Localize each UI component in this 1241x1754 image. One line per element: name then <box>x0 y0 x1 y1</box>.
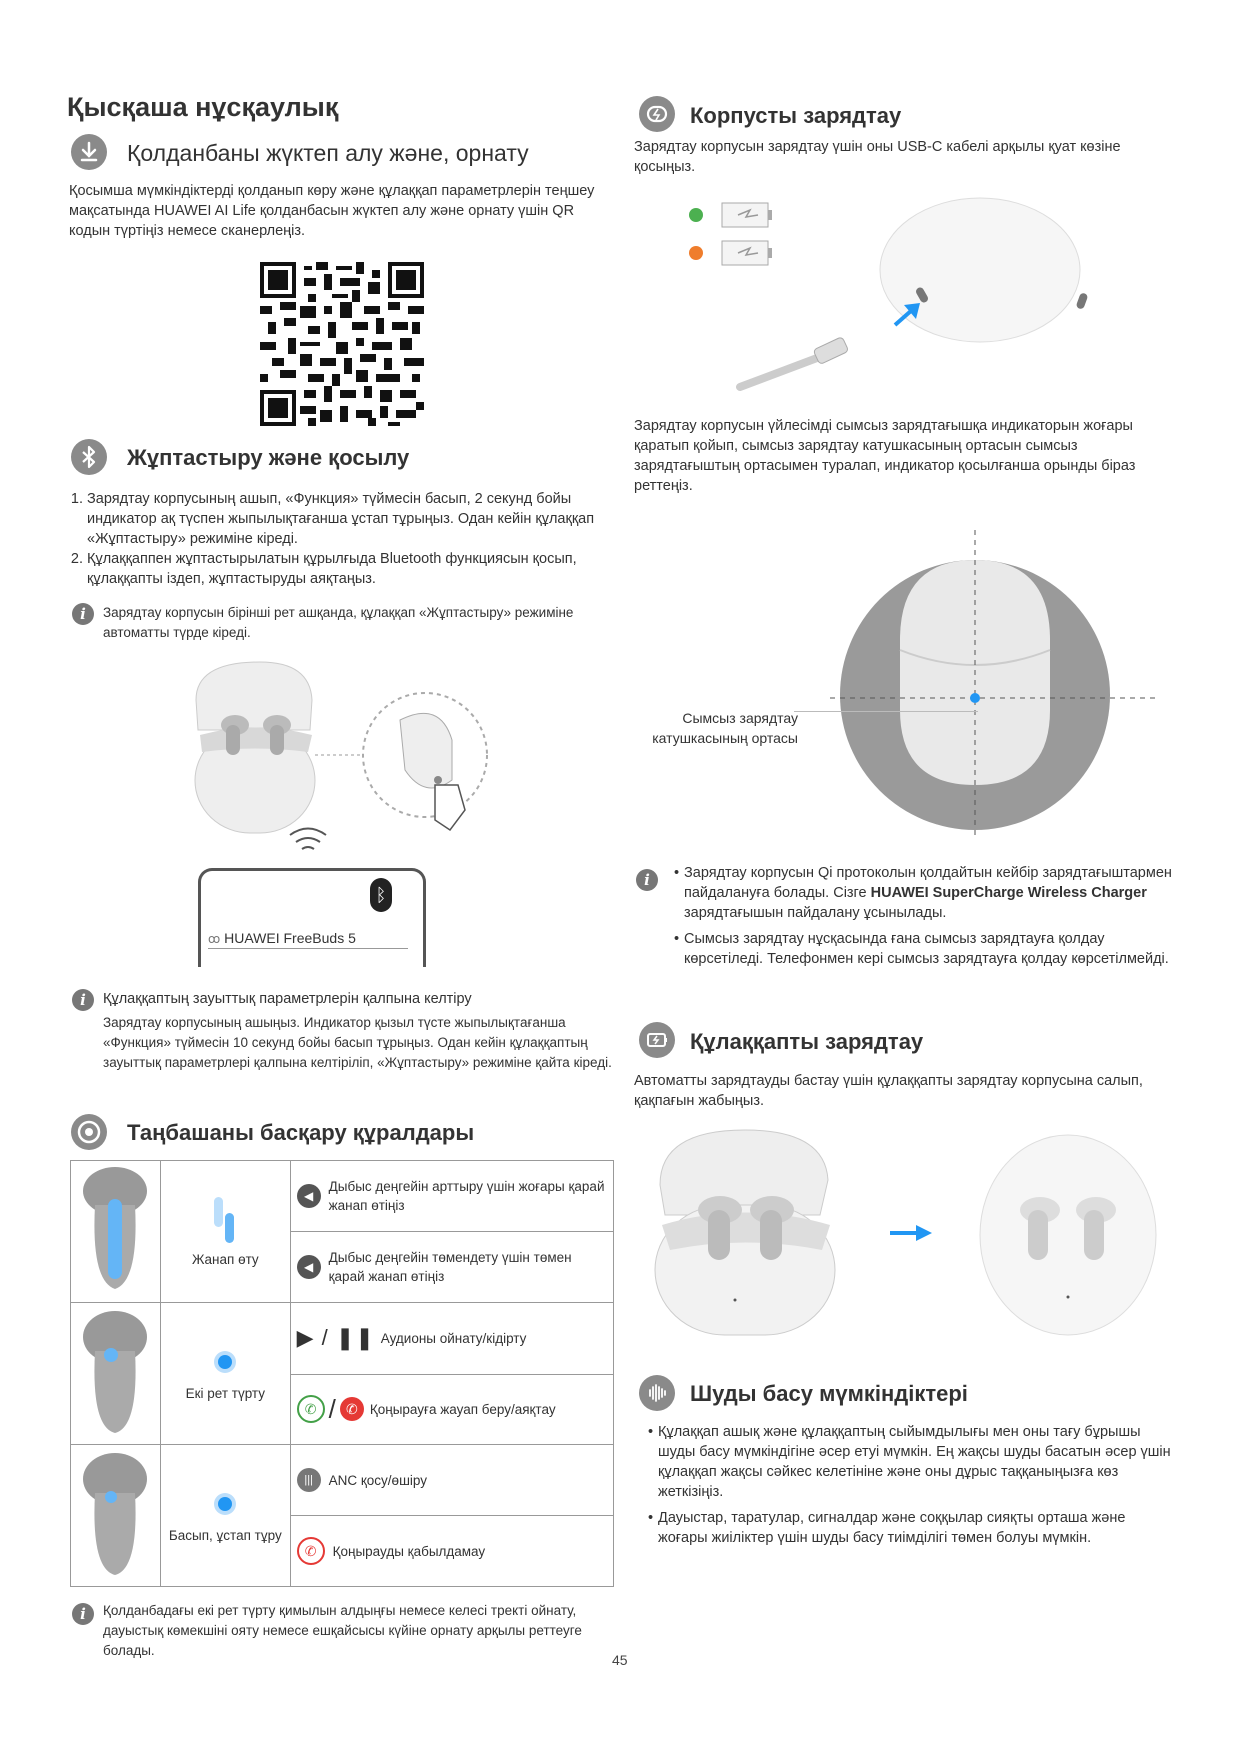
pairing-title: Жұптастыру және қосылу <box>127 445 410 470</box>
coil-label-line-1: Сымсыз зарядтау <box>682 710 798 726</box>
coil-label-leader-line <box>794 711 978 712</box>
action-call: Қоңырауға жауап беру/аяқтау <box>369 1401 556 1417</box>
note-1-text-c: зарядтағышын пайдалану ұсынылады. <box>684 905 947 921</box>
volume-up-icon: ◀ <box>297 1184 321 1208</box>
action-volume-down: Дыбыс деңгейін төмендету үшін төмен қарай жанап өтіңіз <box>328 1250 572 1284</box>
noise-bullet-2: • Дауыстар, таратулар, сигналдар және соққылар сияқты орташа және жоғары жиіліктер үшін шуды басу тиімділігі төмен болуы мүмкін. <box>658 1508 1171 1548</box>
gesture-label-swipe: Жанап өту <box>191 1251 259 1267</box>
download-icon <box>71 134 107 170</box>
gesture-cell-swipe <box>160 1161 290 1303</box>
end-call-icon: ✆ <box>340 1397 364 1421</box>
earbud-press-hold-cell <box>71 1445 161 1587</box>
reset-body: Зарядтау корпусының ашыңыз. Индикатор қызыл түсте жыпылықтағанша «Функция» түймесін 10 секунд бойы басып тұрыңыз. Одан кейін құлаққаптың зауыттық параметрлері қалпына келтіріліп, «Жұптастыру» режиміне қайта кіреді. <box>103 1015 612 1070</box>
qr-code[interactable] <box>260 262 424 426</box>
pairing-note: Зарядтау корпусын бірінші рет ашқанда, құлаққап «Жұптастыру» режиміне автоматты түрде кіреді. <box>103 605 574 640</box>
note-1-bold: HUAWEI SuperCharge Wireless Charger <box>870 885 1147 901</box>
action-cell <box>290 1303 613 1375</box>
wireless-note-2: • Сымсыз зарядтау нұсқасында ғана сымсыз зарядтауға қолдау көрсетіледі. Телефонмен кері сымсыз зарядтауға қолдау көрсетілмейді. <box>684 929 1172 969</box>
slash-divider: / <box>328 1393 336 1424</box>
gesture-label-double-tap: Екі рет түрту <box>185 1385 266 1401</box>
action-cell <box>290 1161 613 1232</box>
play-pause-icon: ▶ / ❚❚ <box>296 1325 375 1351</box>
double-tap-icon <box>210 1345 240 1379</box>
battery-charging-icon <box>639 1022 675 1058</box>
coil-center-label <box>628 708 798 748</box>
bluetooth-device-row[interactable] <box>208 930 408 949</box>
gesture-cell-double-tap <box>160 1303 290 1445</box>
led-orange-dot <box>689 246 703 260</box>
info-icon: i <box>72 603 94 625</box>
pairing-step-1: 1. Зарядтау корпусының ашып, «Функция» түймесін басып, 2 секунд бойы индикатор ақ түспен жыпылықтағанша ұстап тұрыңыз. Одан кейін құлаққап «Жұптастыру» режиміне кіреді. <box>87 489 609 549</box>
noise-bullet-1: • Құлаққап ашық және құлаққаптың сыйымдылығы мен оны тағу бұрышы шуды басу мүмкіндігіне әсер етуі мүмкін. Ең жақсы шуды басатын әсер үшін құлаққап жақсы сәйкес келетініне және оны дұрыс таққаныңызға көз жеткізіңіз. <box>658 1422 1171 1502</box>
earbud-double-tap-cell <box>71 1303 161 1445</box>
noise-title: Шуды басу мүмкіндіктері <box>690 1381 968 1406</box>
wireless-note-1 <box>684 863 1172 923</box>
wireless-charging-body: Зарядтау корпусын үйлесімді сымсыз зарядтағышқа индикаторын жоғары қаратып қойып, сымсыз зарядтау катушкасының ортасын сымсыз зарядтағыштың ортасымен туралап, индикатор қосылғанша орынды біраз реттеңіз. <box>634 418 1136 494</box>
case-charging-body: Зарядтау корпусын зарядтау үшін оны USB-C кабелі арқылы қуат көзіне қосыңыз. <box>634 139 1121 175</box>
volume-down-icon: ◀ <box>297 1255 321 1279</box>
led-green-dot <box>689 208 703 222</box>
coil-label-line-2: катушкасының ортасы <box>652 730 798 746</box>
bluetooth-badge-icon: ᛒ <box>370 878 392 912</box>
info-icon: i <box>72 989 94 1011</box>
noise-bullets <box>646 1422 1171 1554</box>
gestures-note: Қолданбадағы екі рет түрту қимылын алдыңғы немесе келесі тректі ойнату, дауыстық көмекшіні ояту немесе ешқайсысы күйіне орнату арқылы реттеуге болады. <box>103 1603 582 1658</box>
earbud-charging-body: Автоматты зарядтауды бастау үшін құлаққапты зарядтау корпусына салып, қақпағын жабыңыз. <box>634 1073 1143 1109</box>
bluetooth-icon <box>71 439 107 475</box>
target-icon <box>71 1114 107 1150</box>
swipe-icon <box>210 1195 240 1245</box>
action-play-pause: Аудионы ойнату/кідірту <box>380 1330 527 1346</box>
pairing-step-2: 2. Құлаққаппен жұптастырылатын құрылғыда Bluetooth функциясын қосып, құлаққапты іздеп, жұптастыруды аяқтаңыз. <box>87 549 609 589</box>
page-number: 45 <box>612 1652 628 1668</box>
gesture-label-press-hold: Басып, ұстап тұру <box>168 1527 282 1543</box>
device-name: HUAWEI FreeBuds 5 <box>224 930 356 946</box>
info-icon: i <box>636 869 658 891</box>
charging-case-icon <box>639 96 675 132</box>
earbuds-icon: ꝏ <box>208 932 221 946</box>
action-cell <box>290 1374 613 1445</box>
reset-title: Құлаққаптың зауыттық параметрлерін қалпына келтіру <box>103 991 472 1007</box>
action-anc: ANC қосу/өшіру <box>328 1472 428 1488</box>
action-cell <box>290 1445 613 1516</box>
noise-cancellation-icon <box>639 1375 675 1411</box>
usb-charging-illustration <box>680 195 1140 410</box>
earbud-charging-title: Құлаққапты зарядтау <box>690 1029 924 1054</box>
action-cell <box>290 1232 613 1303</box>
wireless-coil-illustration <box>830 530 1160 835</box>
action-volume-up: Дыбыс деңгейін арттыру үшін жоғары қарай жанап өтіңіз <box>328 1179 605 1213</box>
answer-call-icon: ✆ <box>297 1395 325 1423</box>
page-title: Қысқаша нұсқаулық <box>67 92 339 122</box>
earbud-charging-illustration <box>650 1125 1170 1340</box>
decline-call-icon: ✆ <box>297 1537 325 1565</box>
action-decline: Қоңырауды қабылдамау <box>332 1543 486 1559</box>
pairing-steps <box>69 489 609 589</box>
case-charging-title: Корпусты зарядтау <box>690 103 902 128</box>
earbud-swipe-cell <box>71 1161 161 1303</box>
action-cell <box>290 1516 613 1587</box>
download-title: Қолданбаны жүктеп алу және, орнату <box>127 140 529 166</box>
wireless-notes <box>672 863 1172 975</box>
phone-mockup <box>198 868 426 967</box>
gestures-title: Таңбашаны басқару құралдары <box>127 1120 475 1145</box>
gestures-table <box>70 1160 614 1587</box>
note-1-text-a: Зарядтау корпусын Qi протоколын қолдайтын кейбір зарядтағыштармен пайдалануға болады. Сізге <box>684 865 1172 901</box>
gesture-cell-press-hold <box>160 1445 290 1587</box>
info-icon: i <box>72 1603 94 1625</box>
press-hold-icon <box>210 1487 240 1521</box>
download-body: Қосымша мүмкіндіктерді қолданып көру және құлаққап параметрлерін теңшеу мақсатында HUAWEI AI Life қолданбасын жүктеп алу және орнату үшін QR кодын түртіңіз немесе сканерлеңіз. <box>69 183 595 239</box>
anc-icon: ||| <box>297 1468 321 1492</box>
